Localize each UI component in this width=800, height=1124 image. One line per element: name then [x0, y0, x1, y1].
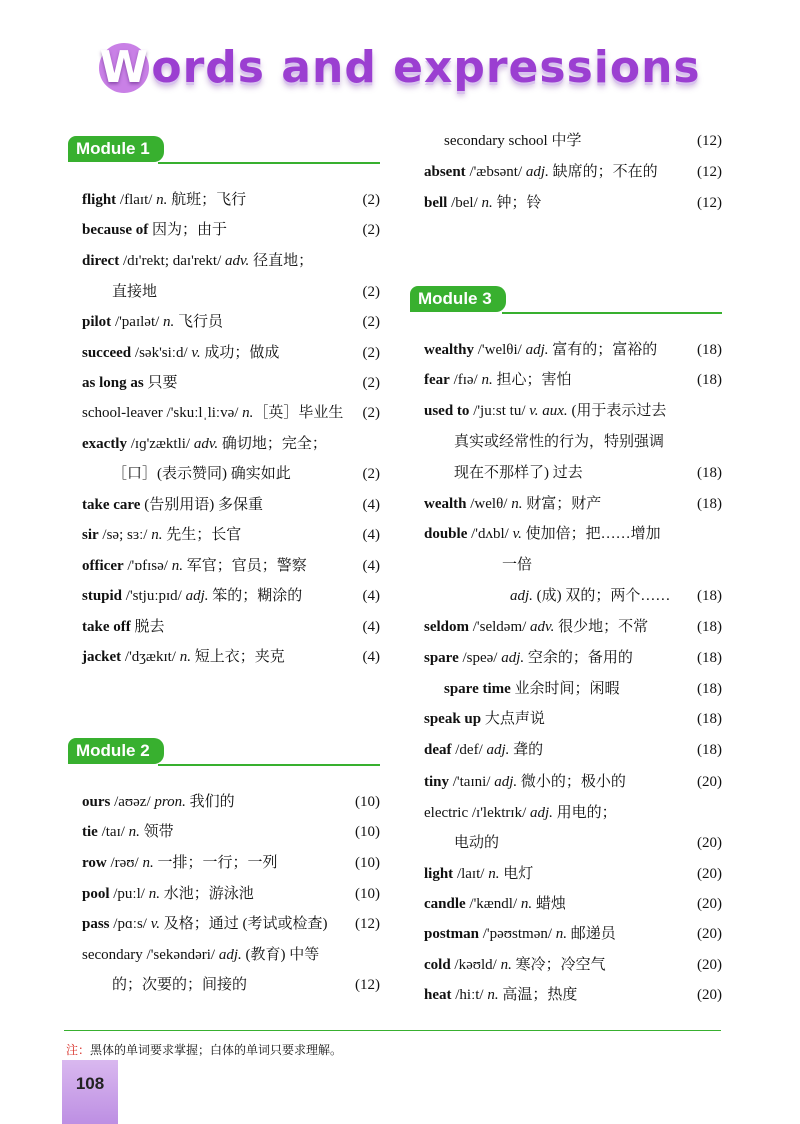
vocab-entry [444, 679, 722, 699]
vocab-entry [424, 370, 722, 390]
entry-text: 真实或经常性的行为，特别强调 [454, 434, 665, 450]
entry-definition: 确切地；完全； [218, 436, 327, 452]
entry-text: (告别用语) 多保重 [140, 497, 263, 513]
module-1-rule [158, 162, 380, 164]
vocab-entry [82, 495, 380, 515]
entry-word: exactly [82, 436, 127, 452]
vocab-entry [82, 822, 380, 842]
entry-pos: v. [512, 526, 522, 542]
vocab-entry [424, 955, 722, 975]
vocab-entry [454, 432, 722, 452]
vocab-entry [444, 131, 722, 151]
entry-page-ref: (20) [697, 987, 722, 1003]
entry-text: ［口］(表示赞同) 确实如此 [112, 466, 291, 482]
entry-page-ref: (4) [362, 649, 380, 665]
entry-pos: n. [511, 496, 523, 512]
entry-text: /'paɪlət/ [111, 314, 164, 330]
entry-word: deaf [424, 742, 452, 758]
entry-word: pilot [82, 314, 112, 330]
entry-definition: 富有的；富裕的 [548, 342, 658, 358]
entry-page-ref: (4) [362, 588, 380, 604]
entry-definition: 飞行员 [174, 314, 224, 330]
entry-text: secondary /'sekəndəri/ [82, 947, 219, 963]
entry-page-ref: (18) [697, 465, 722, 481]
vocab-entry [424, 340, 722, 360]
entry-page-ref: (2) [362, 375, 380, 391]
entry-pos: n. [488, 866, 500, 882]
entry-text: /'kændl/ [465, 896, 521, 912]
entry-text: /'taɪni/ [449, 774, 495, 790]
vocab-entry [424, 524, 722, 544]
entry-page-ref: (12) [697, 133, 722, 149]
entry-word: light [424, 866, 454, 882]
entry-definition: 一排；一行；一列 [153, 855, 278, 871]
module-1-header [68, 136, 380, 164]
module-1-label: Module 1 [68, 136, 164, 162]
entry-text: 脱去 [130, 619, 165, 635]
entry-definition: (教育) 中等 [241, 947, 320, 963]
vocab-entry [82, 190, 380, 210]
entry-page-ref: (18) [697, 588, 722, 604]
entry-text: /sək'siːd/ [131, 345, 192, 361]
page-number: 108 [75, 1074, 105, 1093]
footer-rule [64, 1030, 721, 1031]
entry-word: flight [82, 192, 117, 208]
entry-text: /sə; sɜː/ [98, 527, 152, 543]
entry-page-ref: (20) [697, 835, 722, 851]
module-2-header [68, 738, 380, 766]
entry-definition: ［英］毕业生 [253, 405, 344, 421]
vocab-entry [424, 864, 722, 884]
entry-text: /'pəʊstmən/ [479, 926, 556, 942]
entry-word: wealth [424, 496, 467, 512]
entry-word: heat [424, 987, 452, 1003]
entry-definition: 笨的；糊涂的 [208, 588, 303, 604]
entry-pos: n. [148, 886, 160, 902]
vocab-entry [82, 914, 380, 934]
vocab-entry [424, 162, 722, 182]
entry-pos: v. [191, 345, 201, 361]
entry-pos: adv. [193, 436, 219, 452]
vocab-entry [82, 792, 380, 812]
entry-pos: n. [142, 855, 154, 871]
entry-word: used to [424, 403, 470, 419]
entry-pos: n. [481, 195, 493, 211]
vocab-entry [82, 556, 380, 576]
entry-word: as long as [82, 375, 144, 391]
entry-definition: 缺席的；不在的 [548, 164, 658, 180]
entry-text: /'dʌbl/ [467, 526, 513, 542]
entry-word: bell [424, 195, 448, 211]
entry-text: /def/ [451, 742, 487, 758]
entry-text: 的；次要的；间接的 [112, 977, 248, 993]
entry-page-ref: (4) [362, 558, 380, 574]
entry-definition: (成) 双的；两个…… [532, 588, 671, 604]
entry-page-ref: (18) [697, 619, 722, 635]
entry-definition: 微小的；极小的 [517, 774, 626, 790]
entry-pos: v. [150, 916, 161, 932]
vocab-entry [112, 975, 380, 995]
entry-page-ref: (4) [362, 619, 380, 635]
vocab-entry [424, 740, 722, 760]
entry-definition: 水池；游泳池 [159, 886, 254, 902]
entry-text: /fɪə/ [449, 372, 482, 388]
entry-definition: 聋的 [509, 742, 544, 758]
entry-text: 直接地 [112, 284, 158, 300]
entry-definition: 及格；通过 (考试或检查) [160, 916, 328, 932]
vocab-entry [424, 617, 722, 637]
vocab-entry [424, 401, 722, 421]
entry-text: /'juːst tu/ [469, 403, 530, 419]
entry-pos: adj. [530, 805, 553, 821]
entry-page-ref: (10) [355, 824, 380, 840]
entry-definition: 高温；热度 [498, 987, 578, 1003]
entry-pos: n. [555, 926, 568, 942]
entry-text: secondary school 中学 [444, 133, 582, 149]
entry-page-ref: (18) [697, 650, 722, 666]
entry-definition: 蜡烛 [532, 896, 566, 912]
entry-word: spare [424, 650, 459, 666]
entry-pos: pron. [154, 794, 186, 810]
entry-text: school-leaver /'skuːlˌliːvə/ [82, 405, 243, 421]
vocab-entry [82, 586, 380, 606]
entry-page-ref: (18) [697, 496, 722, 512]
entry-pos: n. [481, 372, 493, 388]
entry-pos: n. [500, 957, 512, 973]
vocab-entry [424, 772, 722, 792]
entry-definition: 空余的；备用的 [524, 650, 633, 666]
entry-word: fear [424, 372, 450, 388]
entry-definition: 用电的； [552, 805, 617, 821]
entry-page-ref: (20) [697, 774, 722, 790]
entry-word: postman [424, 926, 480, 942]
entry-definition: 成功；做成 [200, 345, 280, 361]
vocab-entry [82, 220, 380, 240]
entry-word: row [82, 855, 107, 871]
vocab-entry [82, 647, 380, 667]
entry-pos: n. [163, 314, 175, 330]
entry-text: /taɪ/ [97, 824, 129, 840]
entry-page-ref: (18) [697, 711, 722, 727]
module-3-label: Module 3 [410, 286, 506, 312]
entry-text: 电动的 [454, 835, 500, 851]
entry-page-ref: (10) [355, 886, 380, 902]
entry-word: speak up [424, 711, 482, 727]
entry-word: take care [82, 497, 141, 513]
entry-pos: n. [487, 987, 499, 1003]
vocab-entry [510, 586, 722, 606]
entry-word: jacket [82, 649, 122, 665]
entry-text: /laɪt/ [453, 866, 489, 882]
entry-word: wealthy [424, 342, 474, 358]
entry-word: double [424, 526, 468, 542]
entry-pos: n. [151, 527, 163, 543]
entry-page-ref: (2) [362, 345, 380, 361]
vocab-entry [502, 555, 722, 575]
entry-page-ref: (12) [697, 195, 722, 211]
entry-text: /'æbsənt/ [465, 164, 526, 180]
entry-page-ref: (12) [355, 977, 380, 993]
entry-word: sir [82, 527, 99, 543]
entry-word: officer [82, 558, 124, 574]
entry-pos: adj. [185, 588, 209, 604]
vocab-entry [424, 894, 722, 914]
entry-pos: adv. [530, 619, 555, 635]
entry-text: /'ɒfɪsə/ [123, 558, 172, 574]
entry-definition: 很少地；不常 [554, 619, 649, 635]
entry-page-ref: (12) [355, 916, 380, 932]
entry-pos: adj. [510, 588, 533, 604]
entry-word: ours [82, 794, 111, 810]
entry-word: pass [82, 916, 110, 932]
entry-page-ref: (18) [697, 372, 722, 388]
entry-text: 业余时间；闲暇 [510, 681, 620, 697]
entry-word: cold [424, 957, 451, 973]
entry-text: /rəʊ/ [106, 855, 143, 871]
vocab-entry [82, 343, 380, 363]
entry-pos: adj. [525, 164, 549, 180]
entry-text: /hiːt/ [451, 987, 488, 1003]
module-3-rule [502, 312, 722, 314]
entry-page-ref: (12) [697, 164, 722, 180]
entry-word: tiny [424, 774, 450, 790]
entry-text: 只要 [143, 375, 178, 391]
entry-text: 因为；由于 [148, 222, 228, 238]
entry-text: /dɪ'rekt; daɪ'rekt/ [119, 253, 226, 269]
entry-text: /flaɪt/ [116, 192, 157, 208]
entry-definition: 财富；财产 [522, 496, 602, 512]
entry-definition: 寒冷；冷空气 [511, 957, 606, 973]
vocab-entry [454, 463, 722, 483]
entry-definition: 航班；飞行 [167, 192, 247, 208]
entry-page-ref: (20) [697, 926, 722, 942]
entry-definition: 使加倍；把……增加 [521, 526, 661, 542]
entry-page-ref: (18) [697, 742, 722, 758]
entry-pos: adv. [225, 253, 250, 269]
vocab-entry [82, 525, 380, 545]
entry-definition: 短上衣；夹克 [190, 649, 285, 665]
entry-pos: adj. [501, 650, 525, 666]
vocab-entry [82, 434, 380, 454]
vocab-entry [424, 924, 722, 944]
entry-word: candle [424, 896, 466, 912]
vocab-entry [82, 853, 380, 873]
entry-word: absent [424, 164, 466, 180]
entry-definition: 担心；害怕 [492, 372, 572, 388]
vocab-entry [424, 648, 722, 668]
vocab-entry [82, 312, 380, 332]
entry-text: electric /ɪ'lektrɪk/ [424, 805, 530, 821]
entry-text: /aʊəz/ [110, 794, 155, 810]
entry-definition: 领带 [139, 824, 174, 840]
entry-page-ref: (2) [362, 284, 380, 300]
entry-text: /welθ/ [466, 496, 512, 512]
footnote-label: 注： [66, 1043, 91, 1057]
vocab-entry [82, 373, 380, 393]
module-2-rule [158, 764, 380, 766]
entry-word: because of [82, 222, 149, 238]
entry-page-ref: (18) [697, 342, 722, 358]
entry-pos: n. [171, 558, 183, 574]
entry-definition: 军官；官员；警察 [182, 558, 307, 574]
entry-page-ref: (20) [697, 896, 722, 912]
entry-page-ref: (20) [697, 957, 722, 973]
vocab-entry [82, 403, 380, 423]
entry-text: /speə/ [458, 650, 502, 666]
entry-text: /pɑːs/ [109, 916, 151, 932]
entry-definition: 电灯 [499, 866, 534, 882]
vocab-entry [454, 833, 722, 853]
entry-text: /'seldəm/ [469, 619, 531, 635]
entry-text: 现在不那样了) 过去 [454, 465, 583, 481]
entry-word: seldom [424, 619, 469, 635]
entry-pos: v. aux. [529, 403, 568, 419]
vocab-entry [82, 617, 380, 637]
footnote-text: 黑体的单词要求掌握；白体的单词只要求理解。 [90, 1043, 343, 1057]
entry-pos: adj. [525, 342, 549, 358]
entry-page-ref: (2) [362, 192, 380, 208]
page-title [0, 42, 800, 93]
entry-definition: (用于表示过去 [567, 403, 667, 419]
title-rest: ords and expressions [151, 42, 701, 93]
entry-text: /ɪɡ'zæktli/ [126, 436, 194, 452]
entry-text: /kəʊld/ [450, 957, 501, 973]
entry-pos: n. [520, 896, 533, 912]
entry-page-ref: (20) [697, 866, 722, 882]
entry-page-ref: (4) [362, 527, 380, 543]
entry-pos: adj. [494, 774, 518, 790]
entry-page-ref: (10) [355, 855, 380, 871]
entry-definition: 邮递员 [567, 926, 616, 942]
vocab-entry [82, 251, 380, 271]
vocab-entry [112, 282, 380, 302]
entry-page-ref: (2) [362, 222, 380, 238]
entry-text: /bel/ [447, 195, 482, 211]
vocab-entry [424, 803, 722, 823]
vocab-entry [82, 945, 380, 965]
entry-word: direct [82, 253, 120, 269]
entry-word: pool [82, 886, 110, 902]
entry-text: /'stjuːpɪd/ [122, 588, 186, 604]
entry-page-ref: (4) [362, 497, 380, 513]
entry-pos: n. [128, 824, 140, 840]
entry-word: tie [82, 824, 98, 840]
module-3-header [410, 286, 722, 314]
entry-definition: 径直地； [249, 253, 314, 269]
entry-page-ref: (18) [697, 681, 722, 697]
entry-page-ref: (10) [355, 794, 380, 810]
entry-text: 一倍 [502, 557, 533, 573]
entry-pos: n. [179, 649, 191, 665]
entry-page-ref: (2) [362, 466, 380, 482]
entry-definition: 先生；长官 [162, 527, 242, 543]
vocab-entry [82, 884, 380, 904]
entry-text: /'welθi/ [474, 342, 526, 358]
entry-pos: n. [242, 405, 254, 421]
entry-definition: 钟；铃 [492, 195, 542, 211]
entry-definition: 我们的 [185, 794, 235, 810]
vocab-entry [424, 985, 722, 1005]
entry-page-ref: (2) [362, 314, 380, 330]
entry-pos: adj. [486, 742, 510, 758]
footnote [66, 1041, 342, 1058]
vocab-entry [424, 494, 722, 514]
module-2-label: Module 2 [68, 738, 164, 764]
entry-pos: adj. [218, 947, 242, 963]
entry-word: take off [82, 619, 131, 635]
vocab-entry [424, 709, 722, 729]
entry-page-ref: (2) [362, 405, 380, 421]
entry-text: 大点声说 [481, 711, 545, 727]
page-number-tab [62, 1060, 118, 1124]
entry-pos: n. [156, 192, 168, 208]
vocab-entry [424, 193, 722, 213]
vocab-entry [112, 464, 380, 484]
entry-text: /'dʒækɪt/ [121, 649, 180, 665]
entry-word: succeed [82, 345, 132, 361]
title-first-letter: W [99, 42, 150, 93]
entry-text: /puːl/ [109, 886, 149, 902]
entry-word: spare time [444, 681, 511, 697]
entry-word: stupid [82, 588, 123, 604]
